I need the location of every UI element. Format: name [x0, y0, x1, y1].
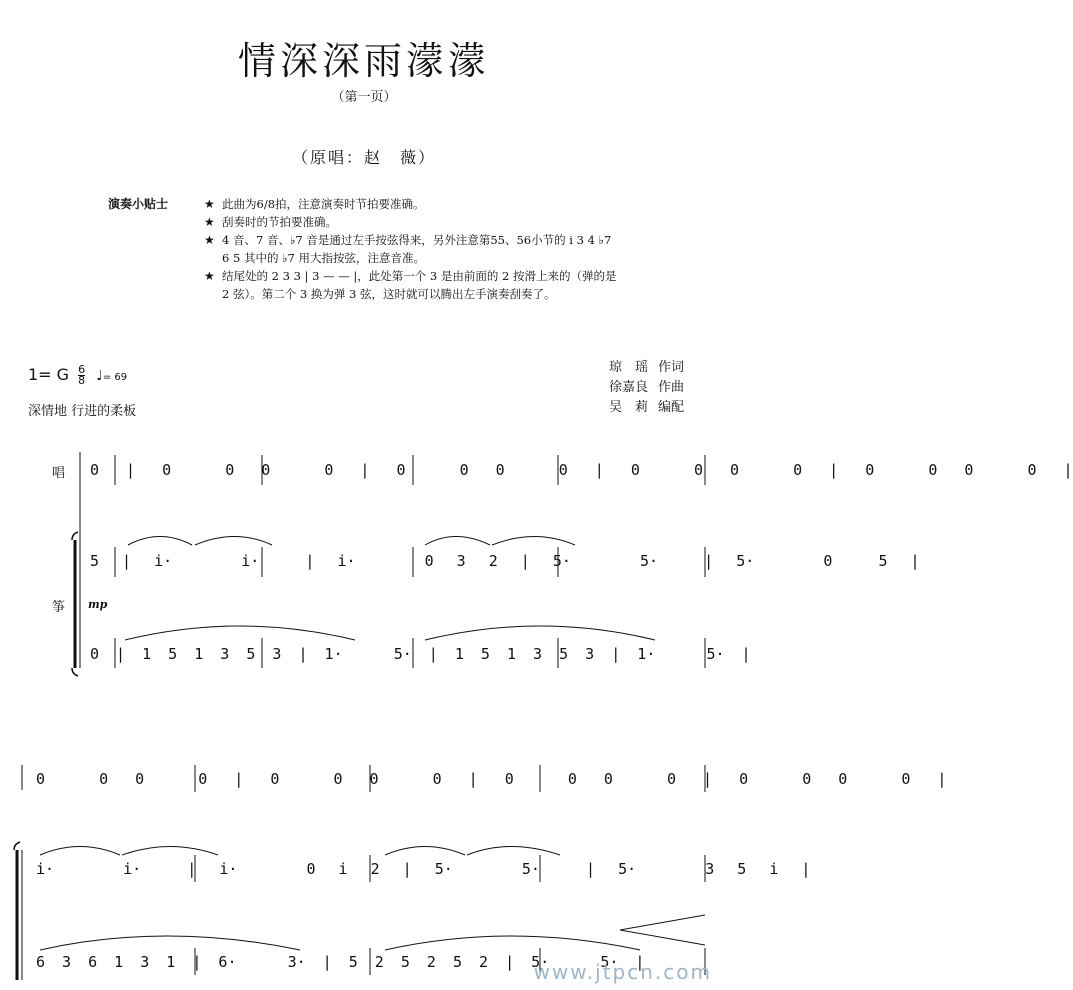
song-title: 情深深雨濛濛 — [237, 39, 490, 83]
zheng-upper-line-2: i· i· | i· 0 i 2 | 5· 5· | 5· 3 5 i | — [36, 860, 811, 878]
voice-line-1: 0 | 0 0 0 0 | 0 0 0 0 | 0 0 0 0 | 0 0 0 0 | — [90, 461, 1073, 479]
credit-composer: 徐嘉良 作曲 — [608, 380, 684, 395]
zheng-part-label: 筝 — [52, 600, 66, 615]
star-icon: ★ — [204, 269, 215, 283]
star-icon: ★ — [204, 215, 215, 229]
credit-lyricist: 琼 瑶 作词 — [608, 360, 684, 375]
quarter-note-icon: ♩ — [96, 368, 103, 384]
key-signature: 1= G $\frac{6}{8}$ ♩= 69 — [28, 363, 128, 387]
zheng-lower-line-1: 0 | 1 5 1 3 5 3 | 1· 5· | 1 5 1 3 5 3 | 1· 5· | — [90, 645, 751, 663]
zheng-lower-line-2: 6 3 6 1 3 1 | 6· 3· | 5 2 5 2 5 2 | 5· 5· | — [36, 953, 645, 971]
star-icon: ★ — [204, 233, 215, 247]
credit-arranger: 吴 莉 编配 — [608, 400, 684, 415]
tip-item: ★ 4 音、7 音、♭7 音是通过左手按弦得来，另外注意第55、56小节的 i 3 4 ♭7 6 5 其中的 ♭7 用大指按弦，注意音准。 — [204, 233, 612, 265]
voice-line-2: 0 0 0 0 | 0 0 0 0 | 0 0 0 0 | 0 0 0 0 | — [36, 770, 947, 788]
original-singer: （原唱：赵 薇） — [291, 148, 436, 167]
tip-item: ★ 刮奏时的节拍要准确。 — [204, 215, 337, 229]
metronome-mark: = 69 — [102, 372, 128, 383]
voice-part-label: 唱 — [52, 466, 66, 481]
page-label: （第一页） — [331, 90, 397, 105]
dynamic-mark: mp — [88, 598, 108, 611]
time-signature: $\frac{6}{8}$ — [78, 363, 86, 387]
expression-mark: 深情地 行进的柔板 — [28, 404, 137, 419]
watermark-logo: www.jtpcn.com — [533, 960, 712, 984]
tips-label: 演奏小贴士 — [108, 197, 169, 211]
tip-item: ★ 结尾处的 2 3 3 | 3 — — |，此处第一个 3 是由前面的 2 按滑上来的（弹的是 2 弦）。第二个 3 换为弹 3 弦，这时就可以腾出左手演奏刮奏了。 — [204, 269, 617, 301]
star-icon: ★ — [204, 197, 215, 211]
tip-item: ★ 此曲为6/8拍，注意演奏时节拍要准确。 — [204, 197, 425, 211]
zheng-upper-line-1: 5 | i· i· | i· 0 3 2 | 5· 5· | 5· 0 5 | — [90, 552, 920, 570]
